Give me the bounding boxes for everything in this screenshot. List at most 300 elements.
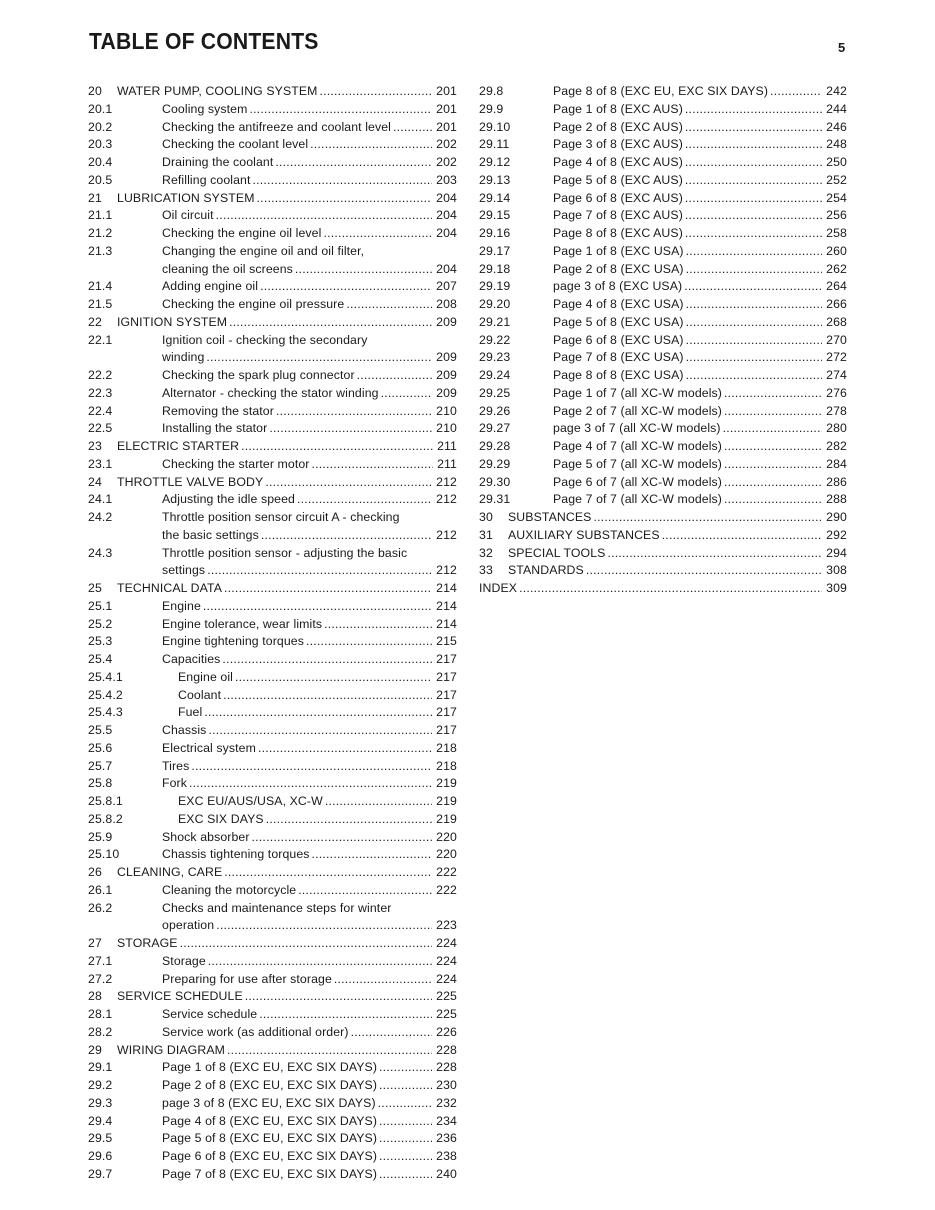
toc-entry[interactable] xyxy=(88,1148,457,1166)
toc-entry[interactable] xyxy=(88,793,457,811)
toc-entry[interactable] xyxy=(479,314,847,332)
toc-entry-title: Adding engine oil xyxy=(162,279,259,294)
toc-entry[interactable] xyxy=(88,722,457,740)
toc-entry[interactable] xyxy=(88,651,457,669)
toc-entry[interactable] xyxy=(88,846,457,864)
toc-entry-number: 29.11 xyxy=(479,137,510,152)
toc-entry-line xyxy=(553,190,847,208)
toc-entry-line xyxy=(162,367,457,385)
toc-entry[interactable] xyxy=(88,509,457,545)
toc-entry[interactable] xyxy=(88,1059,457,1077)
dot-leader xyxy=(223,687,432,705)
toc-entry[interactable] xyxy=(88,491,457,509)
toc-entry-page: 217 xyxy=(436,705,457,720)
toc-entry-number: 23 xyxy=(88,439,102,453)
toc-entry-title: Checking the antifreeze and coolant level xyxy=(162,119,392,134)
dot-leader xyxy=(379,1059,432,1077)
toc-entry[interactable] xyxy=(88,971,457,989)
dot-leader xyxy=(227,1042,432,1060)
dot-leader xyxy=(253,172,433,190)
dot-leader xyxy=(770,83,822,101)
toc-entry-number: 25.7 xyxy=(88,758,113,773)
toc-entry-page: 201 xyxy=(436,84,457,98)
toc-entry-page: 250 xyxy=(826,155,847,169)
dot-leader xyxy=(203,598,432,616)
toc-entry[interactable] xyxy=(88,420,457,438)
dot-leader xyxy=(351,1024,433,1042)
toc-entry-title: Checking the spark plug connector xyxy=(162,368,355,382)
toc-entry-page: 204 xyxy=(436,208,457,223)
toc-entry[interactable] xyxy=(479,367,847,385)
toc-entry-title-line: Checks and maintenance steps for winter xyxy=(162,900,392,915)
toc-entry[interactable] xyxy=(88,633,457,651)
toc-entry[interactable] xyxy=(88,367,457,385)
toc-entry-line xyxy=(162,633,457,651)
toc-entry-number: 25.8 xyxy=(88,776,113,791)
toc-entry-title: settings xyxy=(162,563,206,578)
toc-entry-title: ELECTRIC STARTER xyxy=(117,439,240,453)
toc-entry-line xyxy=(162,420,457,438)
toc-entry[interactable] xyxy=(479,474,847,492)
toc-entry-number: 29.6 xyxy=(88,1149,113,1163)
toc-entry-number: 29.12 xyxy=(479,155,511,169)
toc-entry-line xyxy=(162,1077,457,1095)
toc-entry-page: 266 xyxy=(826,297,847,311)
toc-entry-title: Fork xyxy=(162,776,187,791)
toc-entry[interactable] xyxy=(88,740,457,758)
dot-leader xyxy=(312,846,433,864)
toc-entry-page: 246 xyxy=(826,119,847,134)
toc-entry-number: 22.1 xyxy=(88,332,113,347)
toc-entry-page: 222 xyxy=(436,882,457,897)
toc-entry[interactable] xyxy=(88,1113,457,1131)
toc-entry[interactable] xyxy=(88,882,457,900)
toc-entry-number: 25.4 xyxy=(88,652,113,666)
toc-entry-line xyxy=(117,474,457,492)
toc-entry-title: Capacities xyxy=(162,652,221,666)
dot-leader xyxy=(685,190,822,208)
toc-entry-title: page 3 of 8 (EXC EU, EXC SIX DAYS) xyxy=(162,1095,376,1110)
toc-entry[interactable] xyxy=(479,172,847,190)
toc-entry-title: SUBSTANCES xyxy=(508,510,592,524)
toc-entry-page: 214 xyxy=(436,616,457,631)
toc-entry[interactable] xyxy=(479,207,847,225)
toc-entry[interactable] xyxy=(479,83,847,101)
toc-entry[interactable] xyxy=(88,296,457,314)
toc-entry-page: 230 xyxy=(436,1078,457,1092)
dot-leader xyxy=(379,1130,432,1148)
toc-entry-line xyxy=(508,509,847,527)
toc-entry[interactable] xyxy=(88,225,457,243)
dot-leader xyxy=(208,722,432,740)
toc-entry[interactable] xyxy=(88,278,457,296)
toc-entry-line xyxy=(508,562,847,580)
toc-entry-number: 22.4 xyxy=(88,403,113,418)
toc-entry-number: 29 xyxy=(88,1042,102,1057)
dot-leader xyxy=(724,385,822,403)
toc-entry[interactable] xyxy=(88,190,457,208)
dot-leader xyxy=(586,562,822,580)
toc-entry[interactable] xyxy=(88,314,457,332)
toc-entry-line xyxy=(162,385,457,403)
dot-leader xyxy=(685,101,822,119)
toc-entry-line xyxy=(117,314,457,332)
toc-entry-page: 209 xyxy=(436,350,457,365)
toc-entry[interactable] xyxy=(479,580,847,598)
dot-leader xyxy=(357,367,433,385)
toc-entry-number: 25.6 xyxy=(88,740,113,755)
toc-entry[interactable] xyxy=(479,154,847,172)
toc-entry[interactable] xyxy=(88,1006,457,1024)
toc-entry[interactable] xyxy=(479,491,847,509)
toc-entry-line xyxy=(553,278,847,296)
toc-entry[interactable] xyxy=(88,403,457,421)
toc-entry-number: 29.10 xyxy=(479,119,511,134)
toc-entry-title: Page 5 of 7 (all XC-W models) xyxy=(553,456,722,471)
toc-entry[interactable] xyxy=(479,385,847,403)
toc-entry[interactable] xyxy=(88,545,457,581)
toc-entry[interactable] xyxy=(88,456,457,474)
toc-entry-page: 212 xyxy=(436,563,457,578)
toc-entry-line xyxy=(553,154,847,172)
toc-entry[interactable] xyxy=(88,988,457,1006)
toc-entry-line xyxy=(508,545,847,563)
toc-entry[interactable] xyxy=(88,669,457,687)
toc-entry[interactable] xyxy=(479,349,847,367)
toc-entry-page: 210 xyxy=(436,421,457,436)
toc-entry[interactable] xyxy=(479,296,847,314)
toc-entry-number: 20 xyxy=(88,84,102,98)
toc-entry[interactable] xyxy=(479,119,847,137)
toc-entry-page: 204 xyxy=(436,190,457,205)
toc-entry[interactable] xyxy=(88,1166,457,1184)
toc-entry-page: 217 xyxy=(436,652,457,666)
toc-entry-title: Page 2 of 8 (EXC USA) xyxy=(553,261,684,276)
toc-entry[interactable] xyxy=(88,616,457,634)
dot-leader xyxy=(593,509,822,527)
toc-entry[interactable] xyxy=(479,101,847,119)
toc-entry-title: Page 8 of 8 (EXC USA) xyxy=(553,368,684,382)
toc-entry[interactable] xyxy=(88,101,457,119)
toc-entry-number: 29.19 xyxy=(479,279,511,294)
toc-entry-page: 224 xyxy=(436,971,457,986)
toc-entry-number: 29.28 xyxy=(479,439,511,453)
toc-entry-page: 254 xyxy=(826,190,847,205)
dot-leader xyxy=(325,793,432,811)
toc-entry[interactable] xyxy=(88,1077,457,1095)
toc-entry-title: Service work (as additional order) xyxy=(162,1024,349,1039)
toc-entry-title: Checking the starter motor xyxy=(162,456,310,471)
toc-entry-line xyxy=(162,562,457,580)
toc-entry-number: 25.3 xyxy=(88,634,113,649)
toc-entry-number: 22 xyxy=(88,314,102,329)
dot-leader xyxy=(685,225,822,243)
toc-entry-number: 21.5 xyxy=(88,297,113,311)
toc-entry[interactable] xyxy=(88,811,457,829)
toc-entry[interactable] xyxy=(88,758,457,776)
toc-entry-title: Cleaning the motorcycle xyxy=(162,882,297,897)
dot-leader xyxy=(261,527,432,545)
page-number: 5 xyxy=(838,40,846,55)
toc-entry[interactable] xyxy=(479,243,847,261)
toc-entry-line xyxy=(117,438,457,456)
dot-leader xyxy=(381,385,433,403)
toc-entry-page: 224 xyxy=(436,953,457,968)
toc-entry[interactable] xyxy=(88,154,457,172)
toc-entry[interactable] xyxy=(88,900,457,936)
toc-entry-line xyxy=(553,403,847,421)
toc-entry-title: Chassis xyxy=(162,723,207,737)
toc-entry-number: 28.1 xyxy=(88,1007,113,1021)
toc-entry-line xyxy=(162,207,457,225)
toc-entry-line xyxy=(553,243,847,261)
toc-entry[interactable] xyxy=(88,385,457,403)
toc-entry-line xyxy=(178,793,457,811)
toc-entry-title: SERVICE SCHEDULE xyxy=(117,989,243,1004)
dot-leader xyxy=(275,154,432,172)
toc-entry-title: THROTTLE VALVE BODY xyxy=(117,474,264,489)
toc-entry-page: 214 xyxy=(436,581,457,595)
toc-entry-number: 29.15 xyxy=(479,208,511,223)
toc-entry[interactable] xyxy=(88,829,457,847)
dot-leader xyxy=(686,367,823,385)
toc-entry-line xyxy=(553,314,847,332)
toc-entry-number: 25.8.2 xyxy=(88,811,123,826)
dot-leader xyxy=(216,917,432,935)
toc-entry[interactable] xyxy=(88,953,457,971)
toc-entry-number: 20.1 xyxy=(88,101,113,116)
toc-entry[interactable] xyxy=(88,775,457,793)
toc-entry-page: 228 xyxy=(436,1042,457,1057)
toc-entry-line xyxy=(553,456,847,474)
toc-entry[interactable] xyxy=(479,332,847,350)
toc-entry-line xyxy=(162,740,457,758)
toc-entry[interactable] xyxy=(88,687,457,705)
toc-entry-page: 223 xyxy=(436,918,457,933)
toc-entry[interactable] xyxy=(88,332,457,368)
toc-entry-title: page 3 of 8 (EXC USA) xyxy=(553,279,683,294)
dot-leader xyxy=(245,988,432,1006)
toc-entry-page: 212 xyxy=(436,527,457,542)
toc-entry-title: Page 1 of 8 (EXC USA) xyxy=(553,243,684,258)
toc-entry-page: 219 xyxy=(436,811,457,826)
toc-entry-number: 29.29 xyxy=(479,456,511,471)
toc-entry-line xyxy=(162,1166,457,1184)
dot-leader xyxy=(224,864,432,882)
dot-leader xyxy=(724,456,822,474)
toc-entry[interactable] xyxy=(88,580,457,598)
dot-leader xyxy=(204,704,432,722)
toc-entry-line xyxy=(162,598,457,616)
toc-entry[interactable] xyxy=(88,1095,457,1113)
dot-leader xyxy=(334,971,432,989)
toc-entry-number: 21.4 xyxy=(88,279,113,294)
toc-entry-page: 280 xyxy=(826,421,847,436)
toc-entry-number: 29.13 xyxy=(479,172,511,187)
toc-entry[interactable] xyxy=(479,278,847,296)
toc-entry-line xyxy=(553,83,847,101)
toc-entry-line xyxy=(178,811,457,829)
toc-entry[interactable] xyxy=(479,509,847,527)
toc-entry-line xyxy=(162,456,457,474)
dot-leader xyxy=(686,314,823,332)
toc-entry[interactable] xyxy=(88,119,457,137)
toc-entry[interactable] xyxy=(88,83,457,101)
toc-entry-number: 29.5 xyxy=(88,1131,113,1146)
dot-leader xyxy=(252,829,433,847)
toc-entry-number: 25.2 xyxy=(88,616,113,631)
toc-entry[interactable] xyxy=(479,420,847,438)
dot-leader xyxy=(249,101,432,119)
dot-leader xyxy=(216,207,433,225)
toc-entry[interactable] xyxy=(479,545,847,563)
toc-entry-title: SPECIAL TOOLS xyxy=(508,545,606,560)
toc-entry[interactable] xyxy=(88,1130,457,1148)
toc-entry-page: 225 xyxy=(436,989,457,1004)
toc-entry-number: 25.8.1 xyxy=(88,794,123,808)
toc-entry-page: 209 xyxy=(436,368,457,382)
toc-entry-title: Storage xyxy=(162,953,206,968)
toc-entry-number: 29.17 xyxy=(479,243,511,258)
toc-entry-number: 21.1 xyxy=(88,208,113,223)
toc-entry-line xyxy=(553,385,847,403)
toc-entry-number: 24.3 xyxy=(88,545,113,560)
toc-entry[interactable] xyxy=(88,1042,457,1060)
toc-entry-line xyxy=(162,882,457,900)
toc-entry-title: INDEX xyxy=(479,581,518,595)
toc-entry-page: 278 xyxy=(826,403,847,418)
toc-entry-number: 30 xyxy=(479,510,493,524)
toc-entry-line xyxy=(162,1024,457,1042)
dot-leader xyxy=(378,1095,433,1113)
toc-entry[interactable] xyxy=(88,243,457,279)
toc-entry[interactable] xyxy=(479,190,847,208)
toc-entry-number: 21.3 xyxy=(88,243,113,258)
dot-leader xyxy=(393,119,432,137)
toc-entry-line xyxy=(162,1113,457,1131)
toc-entry[interactable] xyxy=(479,261,847,279)
toc-entry[interactable] xyxy=(479,456,847,474)
toc-entry[interactable] xyxy=(88,935,457,953)
toc-entry[interactable] xyxy=(88,598,457,616)
toc-entry-title: Page 4 of 8 (EXC USA) xyxy=(553,297,684,311)
toc-entry-number: 27.1 xyxy=(88,953,113,968)
toc-entry-line xyxy=(162,1006,457,1024)
toc-entry-line xyxy=(117,935,457,953)
toc-entry[interactable] xyxy=(88,207,457,225)
dot-leader xyxy=(724,474,822,492)
dot-leader xyxy=(379,1077,432,1095)
toc-entry-line xyxy=(162,953,457,971)
toc-entry-page: 232 xyxy=(436,1095,457,1110)
toc-entry-page: 225 xyxy=(436,1007,457,1021)
dot-leader xyxy=(224,580,432,598)
toc-entry-title: Checking the coolant level xyxy=(162,137,309,152)
toc-entry-page: 309 xyxy=(826,581,847,595)
toc-entry-page: 256 xyxy=(826,208,847,223)
toc-entry-line xyxy=(162,403,457,421)
toc-entry-title: Page 1 of 7 (all XC-W models) xyxy=(553,385,722,400)
toc-entry-line xyxy=(117,83,457,101)
toc-entry-page: 238 xyxy=(436,1149,457,1163)
toc-entry[interactable] xyxy=(479,403,847,421)
toc-entry-line xyxy=(162,278,457,296)
toc-entry-title: Page 7 of 7 (all XC-W models) xyxy=(553,492,722,507)
toc-entry-number: 33 xyxy=(479,563,493,578)
toc-entry-line xyxy=(162,136,457,154)
toc-entry-page: 204 xyxy=(436,261,457,276)
toc-entry-title: Page 2 of 8 (EXC EU, EXC SIX DAYS) xyxy=(162,1078,378,1092)
toc-entry-title: Tires xyxy=(162,758,190,773)
toc-entry-title: page 3 of 7 (all XC-W models) xyxy=(553,421,721,436)
toc-entry-line xyxy=(553,119,847,137)
toc-entry-number: 29.22 xyxy=(479,332,511,347)
toc-entry[interactable] xyxy=(88,1024,457,1042)
toc-entry[interactable] xyxy=(479,438,847,456)
toc-entry-number: 29.1 xyxy=(88,1060,113,1075)
toc-entry[interactable] xyxy=(88,136,457,154)
toc-entry-number: 29.9 xyxy=(479,101,504,116)
toc-entry-page: 204 xyxy=(436,226,457,240)
toc-entry-title: Oil circuit xyxy=(162,208,214,223)
toc-entry-title: winding xyxy=(162,350,205,365)
toc-entry-line xyxy=(553,349,847,367)
dot-leader xyxy=(266,811,432,829)
toc-entry-page: 219 xyxy=(436,794,457,808)
toc-entry[interactable] xyxy=(479,136,847,154)
toc-entry-title: Page 7 of 8 (EXC USA) xyxy=(553,350,684,365)
toc-entry-page: 210 xyxy=(436,403,457,418)
toc-entry-number: 29.24 xyxy=(479,368,511,382)
toc-entry-page: 288 xyxy=(826,492,847,507)
dot-leader xyxy=(258,740,432,758)
toc-entry-number: 28 xyxy=(88,989,102,1004)
toc-entry-page: 207 xyxy=(436,279,457,294)
dot-leader xyxy=(260,278,432,296)
dot-leader xyxy=(265,474,432,492)
toc-entry[interactable] xyxy=(88,438,457,456)
toc-entry-title: cleaning the oil screens xyxy=(162,261,293,276)
toc-entry[interactable] xyxy=(479,562,847,580)
toc-entry-title: the basic settings xyxy=(162,527,259,542)
dot-leader xyxy=(685,154,822,172)
toc-entry-title: WIRING DIAGRAM xyxy=(117,1042,225,1057)
toc-entry[interactable] xyxy=(479,225,847,243)
dot-leader xyxy=(235,669,432,687)
toc-entry-number: 29.25 xyxy=(479,385,511,400)
toc-entry[interactable] xyxy=(88,864,457,882)
dot-leader xyxy=(607,545,822,563)
toc-entry-number: 22.5 xyxy=(88,421,113,436)
toc-entry-number: 20.2 xyxy=(88,119,113,134)
toc-entry-page: 215 xyxy=(436,634,457,649)
toc-entry-page: 262 xyxy=(826,261,847,276)
dot-leader xyxy=(306,633,432,651)
toc-entry-line xyxy=(553,438,847,456)
toc-entry-number: 29.4 xyxy=(88,1113,113,1128)
toc-entry[interactable] xyxy=(479,527,847,545)
toc-entry[interactable] xyxy=(88,474,457,492)
toc-entry-page: 236 xyxy=(436,1131,457,1146)
toc-entry[interactable] xyxy=(88,704,457,722)
toc-entry-line xyxy=(117,1042,457,1060)
toc-entry-title-line: Ignition coil - checking the secondary xyxy=(162,332,368,347)
toc-entry-number: 20.4 xyxy=(88,155,113,169)
dot-leader xyxy=(685,172,822,190)
toc-entry-page: 219 xyxy=(436,776,457,791)
toc-entry[interactable] xyxy=(88,172,457,190)
toc-entry-title: TECHNICAL DATA xyxy=(117,581,223,595)
